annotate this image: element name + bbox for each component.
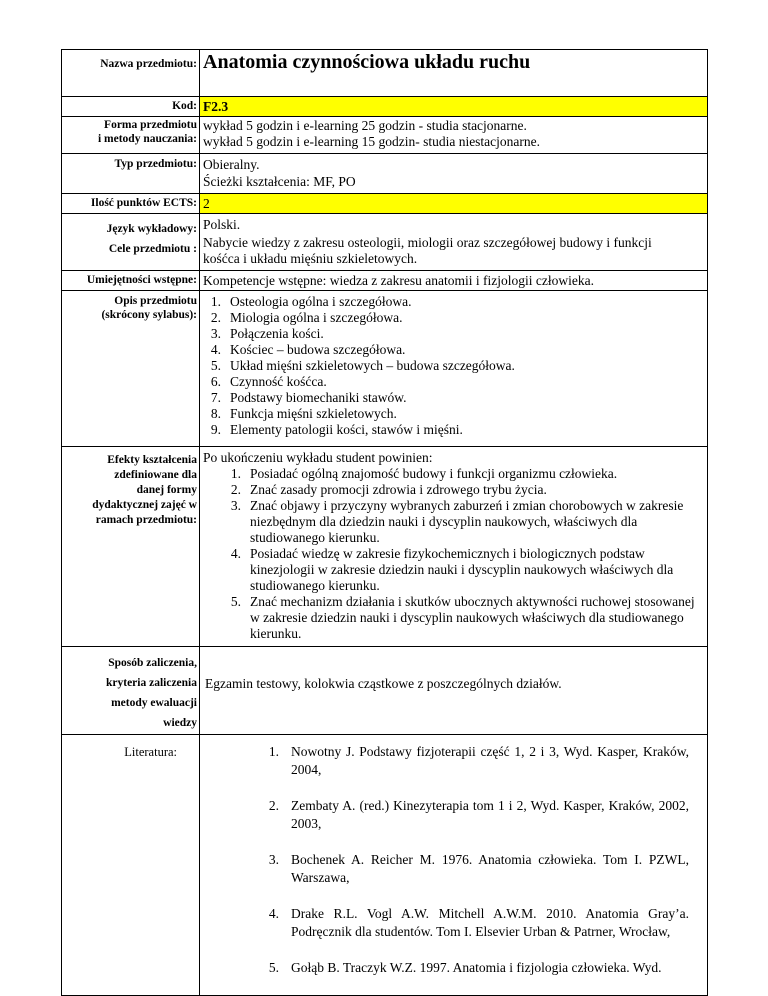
jezyk-value: Polski.: [203, 217, 241, 232]
list-item: 2. Zembaty A. (red.) Kinezyterapia tom 1 i 2, Wyd. Kasper, Kraków, 2002, 2003,: [268, 798, 689, 831]
ects-value: 2: [200, 194, 708, 214]
label-jezyk-cele: [62, 214, 200, 271]
course-title: Anatomia czynnościowa układu ruchu: [203, 51, 531, 73]
row-opis: [62, 291, 708, 447]
label-forma: [62, 117, 200, 154]
list-item: 3. Połączenia kości.: [210, 326, 324, 341]
row-sposob: [62, 647, 708, 735]
row-efekty: [62, 447, 708, 647]
label-efekty-3: danej formy: [136, 484, 197, 496]
row-typ: [62, 154, 708, 194]
list-item: 5. Znać mechanizm działania i skutków ubocznych aktywności ruchowej stosowanej w zakresie dziedzin nauki i dyscyplin naukowych właściwych dla studiowanego kierunku.: [230, 594, 695, 641]
label-sposob-1: Sposób zaliczenia,: [108, 657, 197, 669]
sposob-value: Egzamin testowy, kolokwia cząstkowe z poszczególnych działów.: [200, 647, 708, 735]
list-item: 1. Osteologia ogólna i szczegółowa.: [210, 294, 412, 309]
label-efekty-2: zdefiniowane dla: [114, 469, 197, 481]
label-literatura: Literatura:: [62, 735, 200, 996]
cele-line-1: Nabycie wiedzy z zakresu osteologii, miologii oraz szczegółowej budowy i funkcji: [203, 235, 652, 250]
label-opis-1: Opis przedmiotu: [114, 295, 197, 307]
row-nazwa: [62, 50, 708, 97]
list-item: 2. Znać zasady promocji zdrowia i zdrowego trybu życia.: [230, 482, 547, 497]
label-nazwa: Nazwa przedmiotu:: [62, 50, 200, 97]
course-table: [61, 49, 708, 996]
row-umiejetnosci: [62, 271, 708, 291]
value-efekty: [200, 447, 708, 647]
umiejetnosci-value: Kompetencje wstępne: wiedza z zakresu anatomii i fizjologii człowieka.: [200, 271, 708, 291]
cele-line-2: kośćca i układu mięśniu szkieletowych.: [203, 251, 418, 266]
list-item: 4. Drake R.L. Vogl A.W. Mitchell A.W.M. 2010. Anatomia Gray’a. Podręcznik dla studentów. Tom I. Elsevier Urban & Patrner, Wrocław,: [268, 906, 689, 939]
label-cele: Cele przedmiotu :: [108, 243, 197, 255]
label-umiejetnosci: Umiejętności wstępne:: [62, 271, 200, 291]
forma-line-1: wykład 5 godzin i e-learning 25 godzin - studia stacjonarne.: [203, 118, 527, 133]
list-item: 1. Posiadać ogólną znajomość budowy i funkcji organizmu człowieka.: [230, 466, 618, 481]
row-kod: [62, 97, 708, 117]
label-jezyk: Język wykładowy:: [106, 223, 197, 235]
label-forma-2: i metody nauczania:: [97, 133, 197, 145]
label-kod: Kod:: [62, 97, 200, 117]
list-item: 2. Miologia ogólna i szczegółowa.: [210, 310, 403, 325]
label-efekty-5: ramach przedmiotu:: [95, 514, 197, 526]
label-sposob-2: kryteria zaliczenia: [105, 677, 197, 689]
value-literatura: [200, 735, 708, 996]
row-jezyk-cele: [62, 214, 708, 271]
row-ects: [62, 194, 708, 214]
label-efekty-1: Efekty kształcenia: [107, 454, 197, 466]
label-efekty-4: dydaktycznej zajęć w: [92, 499, 197, 511]
list-item: 9. Elementy patologii kości, stawów i mięśni.: [210, 422, 463, 437]
typ-line-2: Ścieżki kształcenia: MF, PO: [203, 174, 356, 189]
label-typ: Typ przedmiotu:: [62, 154, 200, 194]
row-forma: [62, 117, 708, 154]
list-item: 8. Funkcja mięśni szkieletowych.: [210, 406, 397, 421]
label-sposob: [62, 647, 200, 735]
list-item: 7. Podstawy biomechaniki stawów.: [210, 390, 407, 405]
typ-line-1: Obieralny.: [203, 157, 260, 172]
value-jezyk-cele: [200, 214, 708, 271]
list-item: 3. Znać objawy i przyczyny wybranych zaburzeń i zmian chorobowych w zakresie niezbędnym dla dziedzin nauki i dyscyplin naukowych, właściwych dla studiowanego kierunku.: [230, 498, 684, 545]
forma-line-2: wykład 5 godzin i e-learning 15 godzin- studia niestacjonarne.: [203, 134, 541, 149]
literatura-list: [203, 743, 707, 977]
opis-list: [203, 294, 707, 438]
label-forma-1: Forma przedmiotu: [104, 119, 197, 131]
list-item: 4. Kościec – budowa szczegółowa.: [210, 342, 406, 357]
label-opis: [62, 291, 200, 447]
label-efekty: [62, 447, 200, 647]
value-typ: [200, 154, 708, 194]
list-item: 5. Układ mięśni szkieletowych – budowa szczegółowa.: [210, 358, 515, 373]
label-opis-2: (skrócony sylabus):: [101, 309, 197, 321]
course-code: F2.3: [200, 97, 708, 117]
label-sposob-4: wiedzy: [163, 717, 197, 729]
list-item: 3. Bochenek A. Reicher M. 1976. Anatomia człowieka. Tom I. PZWL, Warszawa,: [268, 852, 689, 885]
efekty-list: [203, 466, 707, 642]
value-opis: [200, 291, 708, 447]
label-sposob-3: metody ewaluacji: [111, 697, 197, 709]
row-literatura: [62, 735, 708, 996]
list-item: 6. Czynność kośćca.: [210, 374, 327, 389]
list-item: 1. Nowotny J. Podstawy fizjoterapii część 1, 2 i 3, Wyd. Kasper, Kraków, 2004,: [268, 744, 689, 777]
label-ects: Ilość punktów ECTS:: [62, 194, 200, 214]
list-item: 5. Gołąb B. Traczyk W.Z. 1997. Anatomia i fizjologia człowieka. Wyd.: [268, 960, 662, 975]
value-forma: [200, 117, 708, 154]
efekty-intro: Po ukończeniu wykładu student powinien:: [203, 450, 433, 465]
list-item: 4. Posiadać wiedzę w zakresie fizykochemicznych i biologicznych podstaw kinezjologii w zakresie dziedzin nauki i dyscyplin naukowych właściwych dla studiowanego kierunku.: [230, 546, 674, 593]
